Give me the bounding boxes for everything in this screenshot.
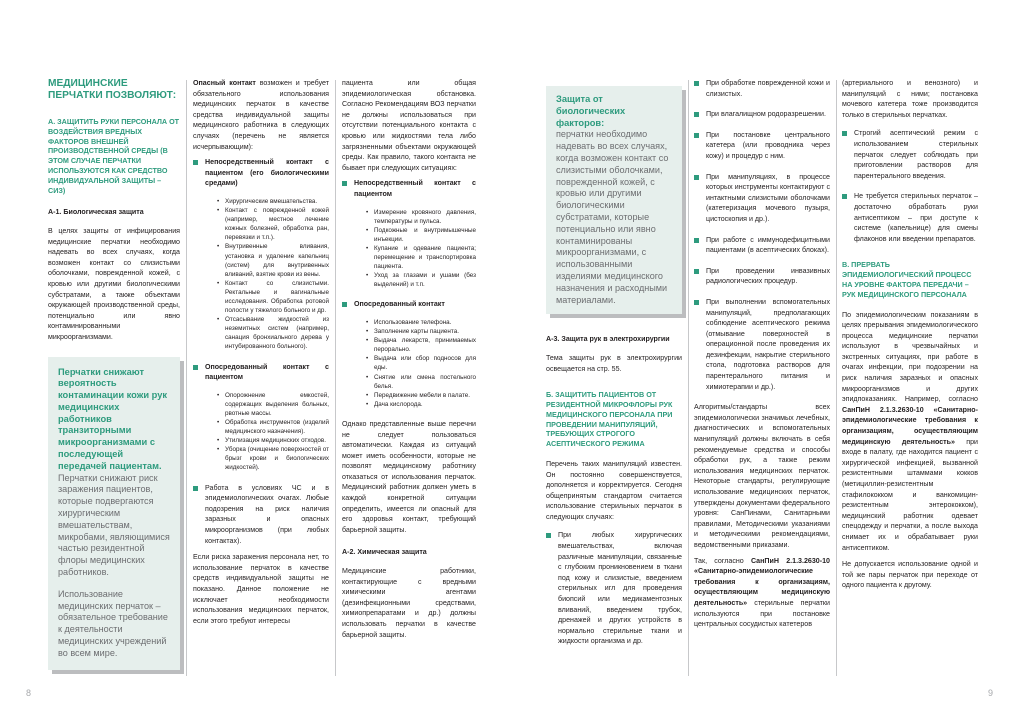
sub-list [217, 391, 329, 473]
column-divider [836, 80, 837, 676]
list-item: • Заполнение карты пациента. [366, 327, 476, 336]
list-item: • Подкожные и внутримышечные инъекции. [366, 226, 476, 244]
list-item: • Опорожнение емкостей, содержащих выделения больных, рвотные массы. [217, 391, 329, 418]
paragraph: пациента или общая эпидемиологическая обстановка. Согласно Рекомендациям ВОЗ перчатки не должны использоваться при отсутствии потенциального контакта с кровью или жидкостями тела либо загрязненными объектами окружающей среды. Как правило, такого контакта не бывает при следующих ситуациях: [342, 79, 476, 172]
left-col-3 [342, 78, 476, 645]
list-item: • Выдача лекарств, принимаемых перорально. [366, 336, 476, 354]
sub-list [366, 318, 476, 409]
list-item: • Уборка (очищение поверхностей от брызг крови и биологических жидкостей). [217, 445, 329, 472]
column-divider [688, 80, 689, 676]
paragraph: По эпидемиологическим показаниям в целях прерывания эпидемиологического процесса медицинские перчатки используют в чрезвычайных и экстренных ситуациях, при работе в очагах инфекции, при подозрении на риск наличия заразных и опасных микроорганизмов и других эпидпоказаниях. Например, согласно СанПиН 2.1.3.2630-10 «Санитарно-эпидемиологические требования к организациям, осуществляющим медицинскую деятельность» при входе в палату, где находится пациент с хирургической инфекцией, вызванной резистентными штаммами кокков (метициллин-резистентным стафилококком и ванкомицин-резистентным энтерококком), медицинский работник одевает спецодежду и перчатки, а после выхода снимает их и обрабатывает руки антисептиком. [842, 310, 978, 552]
list-item: • Контакт со слизистыми. Ректальные и вагинальные исследования. Обработка ротовой полости у тяжелого больного и др. [217, 279, 329, 315]
box-text: Перчатки снижают риск заражения пациентов, которые подвергаются хирургическим вмешательствам, микробами, являющимися частью резидентной флоры медицинских работников. [58, 472, 170, 578]
list-item: • Использование телефона. [366, 318, 476, 327]
paragraph: Медицинские работники, контактирующие с вредными химическими агентами (дезинфекционными средствами, химиопрепаратами и др.) должны использовать перчатки в качестве барьерной защиты. [342, 567, 476, 639]
list-item: • Дача кислорода. [366, 400, 476, 409]
paragraph: Алгоритмы/стандарты всех эпидемиологически значимых лечебных, диагностических и вспомогательных манипуляций должны включать в себя рекомендуемые средства и способы обработки рук, а также режим использования медицинских перчаток. Некоторые стандарты, регулирующие использование медицинских перчаток, утверждены документами федерального уровня: СанПинами, Санитарными правилами, Методическими указаниями и методическими рекомендациями, ведомственными приказами. [694, 403, 830, 549]
bullet-list [694, 78, 830, 392]
list-item: Опосредованный контакт с пациентом • Опорожнение емкостей, содержащих выделения больных, рвотные массы. • Обработка инструментов (изделий медицинского назначения). • Утилизация медицинских отходов. • Уборка (очищение поверхностей от брызг крови и биологических жидкостей). [193, 362, 329, 473]
box-text: перчатки необходимо надевать во всех случаях, когда возможен контакт со слизистыми оболочками, поврежденной кожей, с кровью или другими биологическими субстратами, которые потенциально или явно контаминированы микроорганизмами, с использованными изделиями медицинского назначения и расходными материалами. [556, 129, 669, 305]
page-number: 8 [26, 688, 32, 698]
paragraph: Не допускается использование одной и той же пары перчаток при переходе от одного пациента к другому. [842, 560, 978, 590]
box-highlight-text: Защита от биологических факторов: [556, 94, 626, 128]
bullet-list [342, 178, 476, 409]
list-item: • Выдача или сбор подносов для еды. [366, 354, 476, 372]
list-item: • Передвижение мебели в палате. [366, 391, 476, 400]
highlight-box [48, 357, 180, 670]
list-item: • Хирургические вмешательства. [217, 197, 329, 206]
list-item: При обработке поврежденной кожи и слизистых. [694, 78, 830, 99]
list-item: • Внутривенные вливания, установка и удаление капельниц (систем) для внутривенных вливаний, взятие крови из вены. [217, 242, 329, 278]
paragraph: Однако представленные выше перечни не следует пользоваться автоматически. Каждая из ситуаций может иметь особенности, которые не позволят медицинскому работнику отказаться от использования перчаток. Медицинский работник должен уметь в каждой конкретной ситуации определить, имеется ли опасный для его здоровья контакт, требующий барьерной защиты. [342, 419, 476, 534]
list-item: При влагалищном родоразрешении. [694, 109, 830, 120]
section-a-title: А. ЗАЩИТИТЬ РУКИ ПЕРСОНАЛА ОТ ВОЗДЕЙСТВИЯ ВРЕДНЫХ ФАКТОРОВ ВНЕШНЕЙ ПРОИЗВОДСТВЕННОЙ СРЕДЫ (В ЭТОМ СЛУЧАЕ ПЕРЧАТКИ ИСПОЛЬЗУЮТСЯ КАК СРЕДСТВО ИНДИВИДУАЛЬНОЙ ЗАЩИТЫ – СИЗ) [48, 117, 180, 195]
sub-list [217, 197, 329, 352]
paragraph: Тема защиты рук в электрохирургии освещается на стр. 55. [546, 353, 682, 373]
list-item: • Уход за глазами и ушами (без выделений) и т.п. [366, 271, 476, 289]
list-item: При любых хирургических вмешательствах, включая различные манипуляции, связанные с глубоким проникновением в ткани под кожу и слизистые, введением стерильных игл для проведения биопсий или медикаментозных вливаний, введением трубок, дренажей и других устройств в нормально стерильные ткани и жидкости организма и др. [546, 530, 682, 647]
list-item: При выполнении вспомогательных манипуляций, предполагающих соблюдение асептического режима (отмывание поверхностей в операционной после проведения их дезинфекции, накрытие стерильного стола, подготовка растворов для парентерального питания и химиотерапии и др.). [694, 297, 830, 392]
left-col-2 [193, 78, 329, 631]
list-item: При манипуляциях, в процессе которых инструменты контактируют с интактными слизистыми оболочками (катетеризация мочевого пузыря, цистоскопия и др.). [694, 172, 830, 225]
paragraph: Перечень таких манипуляций известен. Он постоянно совершенствуется, дополняется и корректируется. Сегодня общепринятым стандартом считается использование стерильных перчаток в следующих случаях: [546, 459, 682, 521]
column-divider [335, 80, 336, 676]
list-item: Непосредственный контакт с пациентом (его биологическими средами) • Хирургические вмешательства. • Контакт с поврежденной кожей (например, местное лечение кожных болезней, обработка ран, перевязки и т.п.). • Внутривенные вливания, установка и удаление капельниц (систем) для внутривенных вливаний, взятие крови из вены. • Контакт со слизистыми. Ректальные и вагинальные исследования. Обработка ротовой полости у тяжелого больного и др. • Отсасывание жидкостей из неземитных систем (например, санация бронхиального дерева у интубированного больного). [193, 157, 329, 351]
list-item: • Снятие или смена постельного белья. [366, 373, 476, 391]
bullet-list [842, 128, 978, 244]
list-item: Работа в условиях ЧС и в эпидемиологических очагах. Любые подозрения на риск наличия заразных и опасных микроорганизмов (при любых контактах). [193, 483, 329, 547]
list-item: • Отсасывание жидкостей из неземитных систем (например, санация бронхиального дерева у интубированного больного). [217, 315, 329, 351]
list-item: • Утилизация медицинских отходов. [217, 436, 329, 445]
right-col-2 [694, 78, 830, 635]
list-item: При постановке центрального катетера (или проводника через кожу) и процедур с ним. [694, 130, 830, 162]
list-item: Строгий асептический режим с использованием стерильных перчаток следует соблюдать при приготовлении растворов для парентерального введения. [842, 128, 978, 181]
left-col-1 [48, 78, 180, 670]
list-item: • Обработка инструментов (изделий медицинского назначения). [217, 418, 329, 436]
sub-list [366, 208, 476, 290]
page-number: 9 [988, 688, 994, 698]
subhead-a3: А-3. Защита рук в электрохирургии [546, 335, 670, 344]
section-v-title: В. ПРЕРВАТЬ ЭПИДЕМИОЛОГИЧЕСКИЙ ПРОЦЕСС НА УРОВНЕ ФАКТОРА ПЕРЕДАЧИ – РУК МЕДИЦИНСКОГО ПЕРСОНАЛА [842, 260, 972, 299]
list-item: Не требуется стерильных перчаток – достаточно обработать руки антисептиком – при доступе к системе (капельнице) для смены флаконов или введении препаратов. [842, 191, 978, 244]
paragraph: Опасный контакт возможен и требует обязательного использования медицинских перчаток в качестве средства индивидуальной защиты медицинского работника в следующих случаях (перечень не является исчерпывающим): [193, 79, 329, 151]
paragraph: (артериального и венозного) и манипуляций с ними; постановка мочевого катетера тоже производится только в стерильных перчатках. [842, 79, 978, 119]
list-item: Опосредованный контакт • Использование телефона. • Заполнение карты пациента. • Выдача лекарств, принимаемых перорально. • Выдача или сбор подносов для еды. • Снятие или смена постельного белья. • Передвижение мебели в палате. • Дача кислорода. [342, 299, 476, 409]
right-col-1 [546, 78, 682, 653]
paragraph: Если риска заражения персонала нет, то использование перчаток в качестве средств индивидуальной защиты не показано. Данное положение не исключает необходимости использования медицинских перчаток, если этого требуют интересы [193, 553, 329, 625]
list-item: При проведении инвазивных радиологических процедур. [694, 266, 830, 287]
paragraph: Так, согласно СанПиН 2.1.3.2630-10 «Санитарно-эпидемиологические требования к организациям, осуществляющим медицинскую деятельность» стерильные перчатки используются при постановке центральных сосудистых катетеров [694, 556, 830, 629]
list-item: • Купание и одевание пациента; перемещение и транспортировка пациента. [366, 244, 476, 271]
list-item: • Контакт с поврежденной кожей (например, местное лечение кожных болезней, обработка ран, перевязки и т.п.). [217, 206, 329, 242]
list-item: Непосредственный контакт с пациентом • Измерение кровяного давления, температуры и пульса. • Подкожные и внутримышечные инъекции. • Купание и одевание пациента; перемещение и транспортировка пациента. • Уход за глазами и ушами (без выделений) и т.п. [342, 178, 476, 289]
bullet-list [546, 530, 682, 647]
subhead-a1: А-1. Биологическая защита [48, 208, 144, 217]
subhead-a2: А-2. Химическая защита [342, 548, 427, 557]
highlight-box [546, 86, 682, 314]
bullet-list [193, 157, 329, 546]
paragraph: В целях защиты от инфицирования медицинские перчатки необходимо надевать во всех случаях, когда возможен контакт со слизистыми оболочками, поврежденной кожей, с кровью или другими биологическими субстратами, а также объектами окружающей производственной среды, потенциально или явно контаминированными микроорганизмами. [48, 226, 180, 341]
right-col-3 [842, 78, 978, 596]
column-divider [186, 80, 187, 676]
box-text: Использование медицинских перчаток – обязательное требование к деятельности медицинских учреждений во всем мире. [58, 588, 168, 658]
list-item: • Измерение кровяного давления, температуры и пульса. [366, 208, 476, 226]
box-highlight-text: Перчатки снижают вероятность контаминации кожи рук медицинских работников транзиторными микроорганизмами с последующей передачей пациентам. [58, 366, 168, 471]
page-title: МЕДИЦИНСКИЕ ПЕРЧАТКИ ПОЗВОЛЯЮТ: [48, 78, 177, 101]
section-b-title: Б. ЗАЩИТИТЬ ПАЦИЕНТОВ ОТ РЕЗИДЕНТНОЙ МИКРОФЛОРЫ РУК МЕДИЦИНСКОГО ПЕРСОНАЛА ПРИ ПРОВЕДЕНИИ МАНИПУЛЯЦИЙ, ТРЕБУЮЩИХ СТРОГОГО АСЕПТИЧЕСКОГО РЕЖИМА [546, 390, 673, 449]
list-item: При работе с иммунодефицитными пациентами (в асептических блоках). [694, 235, 830, 256]
